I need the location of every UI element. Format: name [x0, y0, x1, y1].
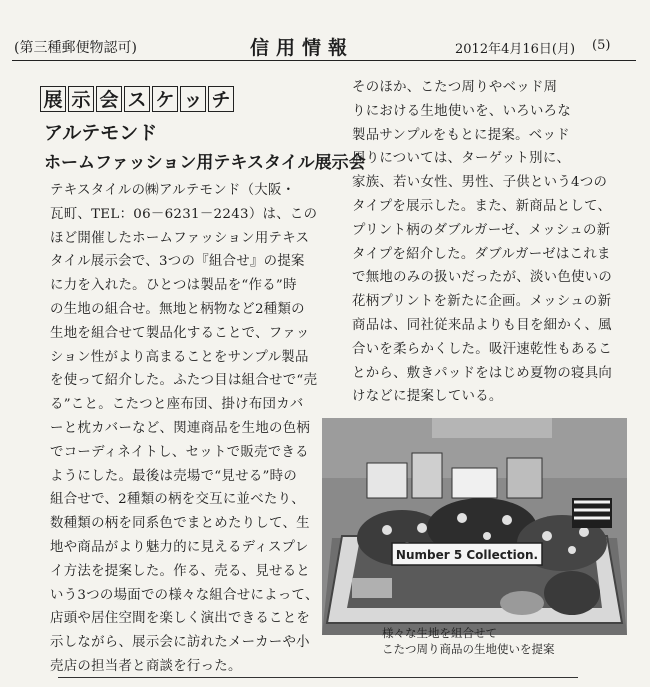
footer-rule	[58, 677, 578, 678]
article-line: 瓦町、TEL：06－6231－2243）は、この	[50, 206, 318, 222]
article-line: イ方法を提案した。作る、売る、見せると	[50, 563, 311, 579]
article-line: りにおける生地使いを、いろいろな	[352, 103, 572, 119]
kicker-char: 展	[40, 86, 66, 112]
company-name: アルテモンド	[44, 122, 158, 144]
article-line: ーと枕カバーなど、関連商品を生地の色柄	[50, 420, 311, 436]
header-rule	[12, 60, 636, 61]
article-line: ほど開催したホームファッション用テキス	[50, 230, 310, 246]
photo-sign-text: Number 5 Collection.	[395, 548, 539, 562]
article-line: に力を入れた。ひとつは製品を“作る”時	[50, 278, 297, 294]
article-line: タイル展示会で、3つの『組合せ』の提案	[50, 254, 305, 270]
photo-caption	[382, 625, 555, 657]
article-line: の生地の組合せ。無地と柄物など2種類の	[50, 301, 305, 317]
article-body-right	[352, 76, 620, 409]
article-line: 示しながら、展示会に訪れたメーカーや小	[50, 635, 310, 651]
photo-illustration	[322, 418, 627, 635]
article-line: タイプを展示した。また、新商品として、	[352, 198, 612, 214]
article-line: 合いを柔らかくした。吸汗速乾性もあるこ	[352, 341, 613, 357]
article-line: タイプを紹介した。ダブルガーゼはこれま	[352, 246, 611, 262]
article-line: 家族、若い女性、男性、子供という4つの	[352, 175, 608, 191]
article-line: でコーディネイトし、セットで販売できる	[50, 444, 309, 460]
article-line: 店頭や居住空間を楽しく演出できることを	[50, 611, 311, 627]
exhibition-photo	[322, 418, 627, 635]
article-line: けなどに提案している。	[352, 389, 503, 405]
kicker-char: ケ	[152, 86, 178, 112]
article-line: を使って紹介した。ふたつ目は組合せで“売	[50, 373, 318, 389]
article-line: いう3つの場面での様々な組合せによって、	[50, 587, 319, 603]
page-header	[0, 0, 650, 62]
article-line: で無地のみの扱いだったが、淡い色使いの	[352, 270, 613, 286]
article-line: プリント柄のダブルガーゼ、メッシュの新	[352, 222, 611, 238]
article-line: 周りについては、ターゲット別に、	[352, 151, 571, 167]
article-line: 組合せで、2種類の柄を交互に並べたり、	[50, 492, 305, 508]
article-line: テキスタイルの㈱アルテモンド（大阪・	[50, 183, 296, 198]
kicker-char: 会	[96, 86, 122, 112]
mail-permit-label: (第三種郵便物認可)	[14, 40, 137, 56]
article-line: とから、敷きパッドをはじめ夏物の寝具向	[352, 365, 613, 381]
kicker-char: ッ	[180, 86, 206, 112]
article-line: ション性がより高まることをサンプル製品	[50, 349, 309, 365]
article-line: 商品は、同社従来品よりも目を細かく、風	[352, 317, 612, 333]
article-headline: ホームファッション用テキスタイル展示会	[44, 153, 366, 173]
issue-date: 2012年4月16日(月)	[455, 42, 576, 57]
page-number: (5)	[592, 38, 611, 53]
caption-line: こたつ周り商品の生地使いを提案	[382, 642, 555, 656]
kicker-char: チ	[208, 86, 234, 112]
article-line: 数種類の柄を同系色でまとめたりして、生	[50, 516, 310, 532]
article-body-left	[50, 179, 318, 679]
article-line: 花柄プリントを新たに企画。メッシュの新	[352, 294, 612, 310]
caption-line: 様々な生地を組合せて	[382, 626, 497, 640]
article-line: る”こと。こたつと座布団、掛け布団カバ	[50, 397, 304, 413]
article-line: 生地を組合せて製品化することで、ファッ	[50, 325, 310, 341]
article-line: そのほか、こたつ周りやベッド周	[352, 80, 558, 95]
article-line: 売店の担当者と商談を行った。	[50, 658, 242, 674]
section-kicker	[40, 86, 236, 112]
kicker-char: 示	[68, 86, 94, 112]
article-line: ようにした。最後は売場で“見せる”時の	[50, 468, 298, 484]
newspaper-name: 信用情報	[250, 37, 355, 59]
kicker-char: ス	[124, 86, 150, 112]
article-line: 製品サンプルをもとに提案。ベッド	[352, 127, 570, 143]
article-line: 地や商品がより魅力的に見えるディスプレ	[50, 539, 309, 555]
